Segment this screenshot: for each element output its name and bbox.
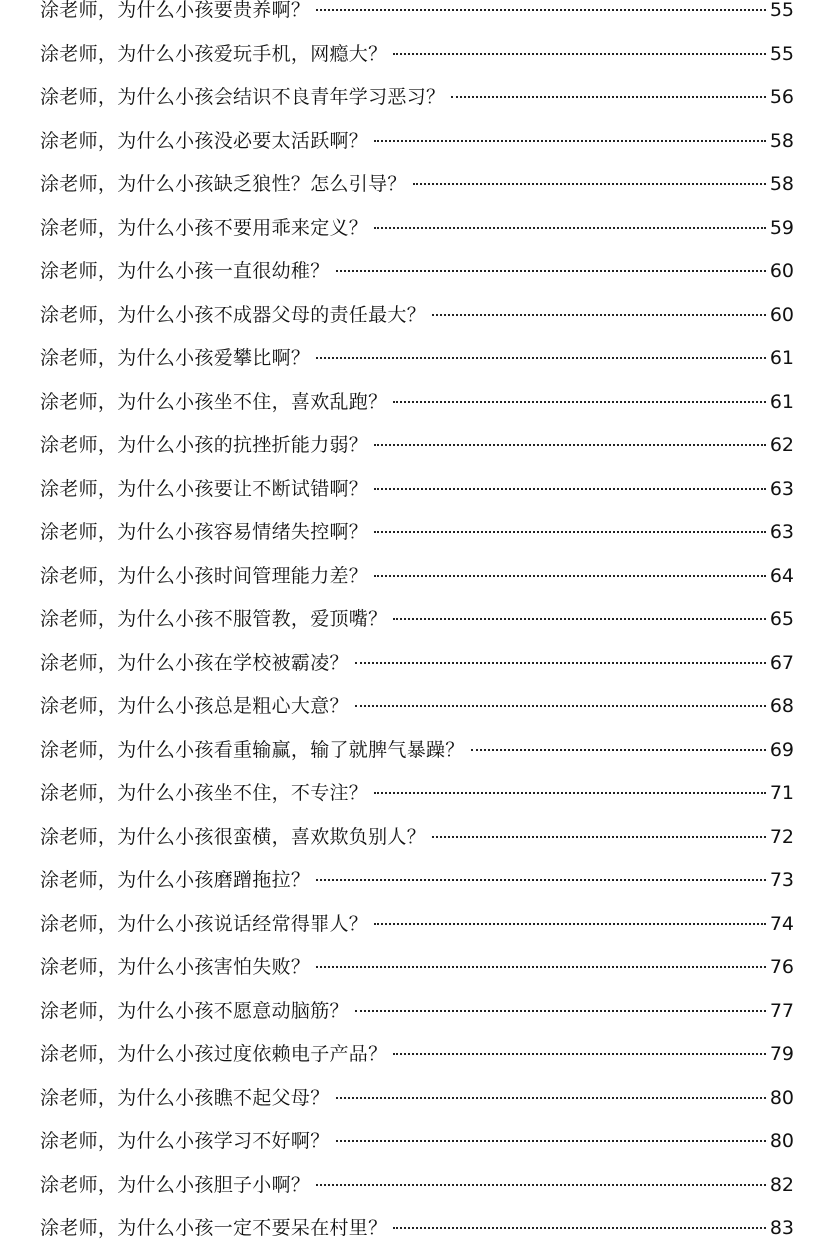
toc-entry-title: 涂老师，为什么小孩会结识不良青年学习恶习？ <box>40 86 446 108</box>
dot-leader <box>393 53 765 55</box>
dot-leader <box>393 401 765 403</box>
toc-entry <box>40 859 794 903</box>
dot-leader <box>374 531 766 533</box>
dot-leader <box>355 705 766 707</box>
dot-leader <box>374 792 766 794</box>
toc-entry-page-number: 58 <box>769 173 794 195</box>
dot-leader <box>374 923 766 925</box>
toc-entry-title: 涂老师，为什么小孩爱攀比啊？ <box>40 347 311 369</box>
toc-entry-title: 涂老师，为什么小孩不要用乖来定义？ <box>40 216 369 239</box>
dot-leader <box>355 662 766 664</box>
toc-entry-title: 涂老师，为什么小孩不愿意动脑筋？ <box>40 999 349 1022</box>
dot-leader <box>374 140 766 142</box>
toc-entry-page-number: 61 <box>769 390 794 413</box>
toc-entry-title: 涂老师，为什么小孩说话经常得罪人？ <box>40 912 369 935</box>
toc-entry-page-number: 72 <box>769 825 794 848</box>
toc-entry-title: 涂老师，为什么小孩容易情绪失控啊？ <box>40 521 369 543</box>
toc-entry-title: 涂老师，为什么小孩在学校被霸凌？ <box>40 651 349 674</box>
dot-leader <box>471 749 766 751</box>
toc-entry-page-number: 74 <box>769 912 794 935</box>
toc-entry <box>40 1120 794 1164</box>
toc-entry-title: 涂老师，为什么小孩磨蹭拖拉？ <box>40 869 311 891</box>
toc-entry <box>40 685 794 729</box>
toc-entry-title: 涂老师，为什么小孩缺乏狼性？怎么引导？ <box>40 173 407 195</box>
toc-entry <box>40 76 794 120</box>
dot-leader <box>374 575 766 577</box>
dot-leader <box>393 1053 765 1055</box>
toc-entry <box>40 1077 794 1121</box>
toc-entry-page-number: 71 <box>769 782 794 804</box>
toc-entry <box>40 511 794 555</box>
toc-entry <box>40 294 794 338</box>
toc-entry-page-number: 80 <box>769 1130 794 1152</box>
dot-leader <box>432 314 766 316</box>
dot-leader <box>374 227 766 229</box>
toc-entry-title: 涂老师，为什么小孩看重输赢，输了就脾气暴躁？ <box>40 738 465 761</box>
toc-entry-page-number: 58 <box>769 129 794 152</box>
toc-entry-title: 涂老师，为什么小孩坐不住，不专注？ <box>40 782 369 804</box>
toc-entry-page-number: 63 <box>769 477 794 500</box>
toc-entry <box>40 424 794 468</box>
dot-leader <box>336 1097 766 1099</box>
toc-entry <box>40 555 794 599</box>
dot-leader <box>316 879 766 881</box>
toc-entry-page-number: 62 <box>769 434 794 456</box>
toc-entry <box>40 816 794 860</box>
toc-entry-page-number: 69 <box>769 738 794 761</box>
toc-entry <box>40 729 794 773</box>
toc-entry <box>40 772 794 816</box>
toc-entry <box>40 990 794 1034</box>
toc-entry-title: 涂老师，为什么小孩一定不要呆在村里？ <box>40 1217 388 1239</box>
toc-entry-title: 涂老师，为什么小孩瞧不起父母？ <box>40 1086 330 1109</box>
toc-entry-title: 涂老师，为什么小孩一直很幼稚？ <box>40 260 330 282</box>
toc-entry <box>40 642 794 686</box>
dot-leader <box>393 1227 765 1229</box>
toc-entry-page-number: 83 <box>769 1217 794 1239</box>
toc-entry-page-number: 59 <box>769 216 794 239</box>
dot-leader <box>316 966 766 968</box>
toc-entry-page-number: 77 <box>769 999 794 1022</box>
dot-leader <box>432 836 766 838</box>
dot-leader <box>393 618 765 620</box>
toc-entry <box>40 468 794 512</box>
toc-entry-page-number: 60 <box>769 260 794 282</box>
toc-entry-title: 涂老师，为什么小孩过度依赖电子产品？ <box>40 1043 388 1065</box>
toc-entry-title: 涂老师，为什么小孩总是粗心大意？ <box>40 695 349 717</box>
toc-entry <box>40 381 794 425</box>
toc-entry-page-number: 64 <box>769 564 794 587</box>
toc-entry <box>40 207 794 251</box>
toc-entry-title: 涂老师，为什么小孩胆子小啊？ <box>40 1173 311 1196</box>
table-of-contents <box>40 0 794 1251</box>
toc-entry-page-number: 80 <box>769 1086 794 1109</box>
toc-entry-page-number: 55 <box>769 42 794 65</box>
dot-leader <box>374 444 766 446</box>
toc-entry <box>40 946 794 990</box>
toc-entry <box>40 1033 794 1077</box>
dot-leader <box>413 183 766 185</box>
toc-entry-title: 涂老师，为什么小孩爱玩手机，网瘾大？ <box>40 42 388 65</box>
toc-entry-page-number: 67 <box>769 651 794 674</box>
toc-entry <box>40 250 794 294</box>
dot-leader <box>316 357 766 359</box>
toc-entry <box>40 903 794 947</box>
toc-entry <box>40 1207 794 1251</box>
toc-entry-page-number: 56 <box>769 86 794 108</box>
toc-entry-title: 涂老师，为什么小孩坐不住，喜欢乱跑？ <box>40 390 388 413</box>
toc-entry-title: 涂老师，为什么小孩学习不好啊？ <box>40 1130 330 1152</box>
toc-entry-page-number: 82 <box>769 1173 794 1196</box>
toc-entry-page-number: 61 <box>769 347 794 369</box>
toc-entry <box>40 337 794 381</box>
dot-leader <box>451 96 766 98</box>
toc-entry-page-number: 55 <box>769 0 794 21</box>
toc-entry-title: 涂老师，为什么小孩的抗挫折能力弱？ <box>40 434 369 456</box>
dot-leader <box>336 1140 766 1142</box>
toc-entry-title: 涂老师，为什么小孩害怕失败？ <box>40 956 311 978</box>
toc-entry-page-number: 73 <box>769 869 794 891</box>
toc-entry-title: 涂老师，为什么小孩没必要太活跃啊？ <box>40 129 369 152</box>
toc-entry-page-number: 63 <box>769 521 794 543</box>
toc-entry <box>40 598 794 642</box>
dot-leader <box>336 270 766 272</box>
dot-leader <box>355 1010 766 1012</box>
toc-entry-title: 涂老师，为什么小孩要让不断试错啊？ <box>40 477 369 500</box>
toc-entry-title: 涂老师，为什么小孩不成器父母的责任最大？ <box>40 303 427 326</box>
toc-entry <box>40 0 794 33</box>
toc-entry-page-number: 65 <box>769 608 794 630</box>
dot-leader <box>316 9 766 11</box>
dot-leader <box>374 488 766 490</box>
toc-entry-title: 涂老师，为什么小孩时间管理能力差？ <box>40 564 369 587</box>
toc-entry <box>40 1164 794 1208</box>
toc-entry-page-number: 79 <box>769 1043 794 1065</box>
dot-leader <box>316 1184 766 1186</box>
toc-entry-title: 涂老师，为什么小孩很蛮横，喜欢欺负别人？ <box>40 825 427 848</box>
toc-entry <box>40 163 794 207</box>
toc-entry-page-number: 76 <box>769 956 794 978</box>
toc-entry <box>40 120 794 164</box>
toc-entry-page-number: 68 <box>769 695 794 717</box>
toc-entry-page-number: 60 <box>769 303 794 326</box>
toc-entry-title: 涂老师，为什么小孩要贵养啊？ <box>40 0 311 21</box>
toc-entry <box>40 33 794 77</box>
toc-entry-title: 涂老师，为什么小孩不服管教，爱顶嘴？ <box>40 608 388 630</box>
